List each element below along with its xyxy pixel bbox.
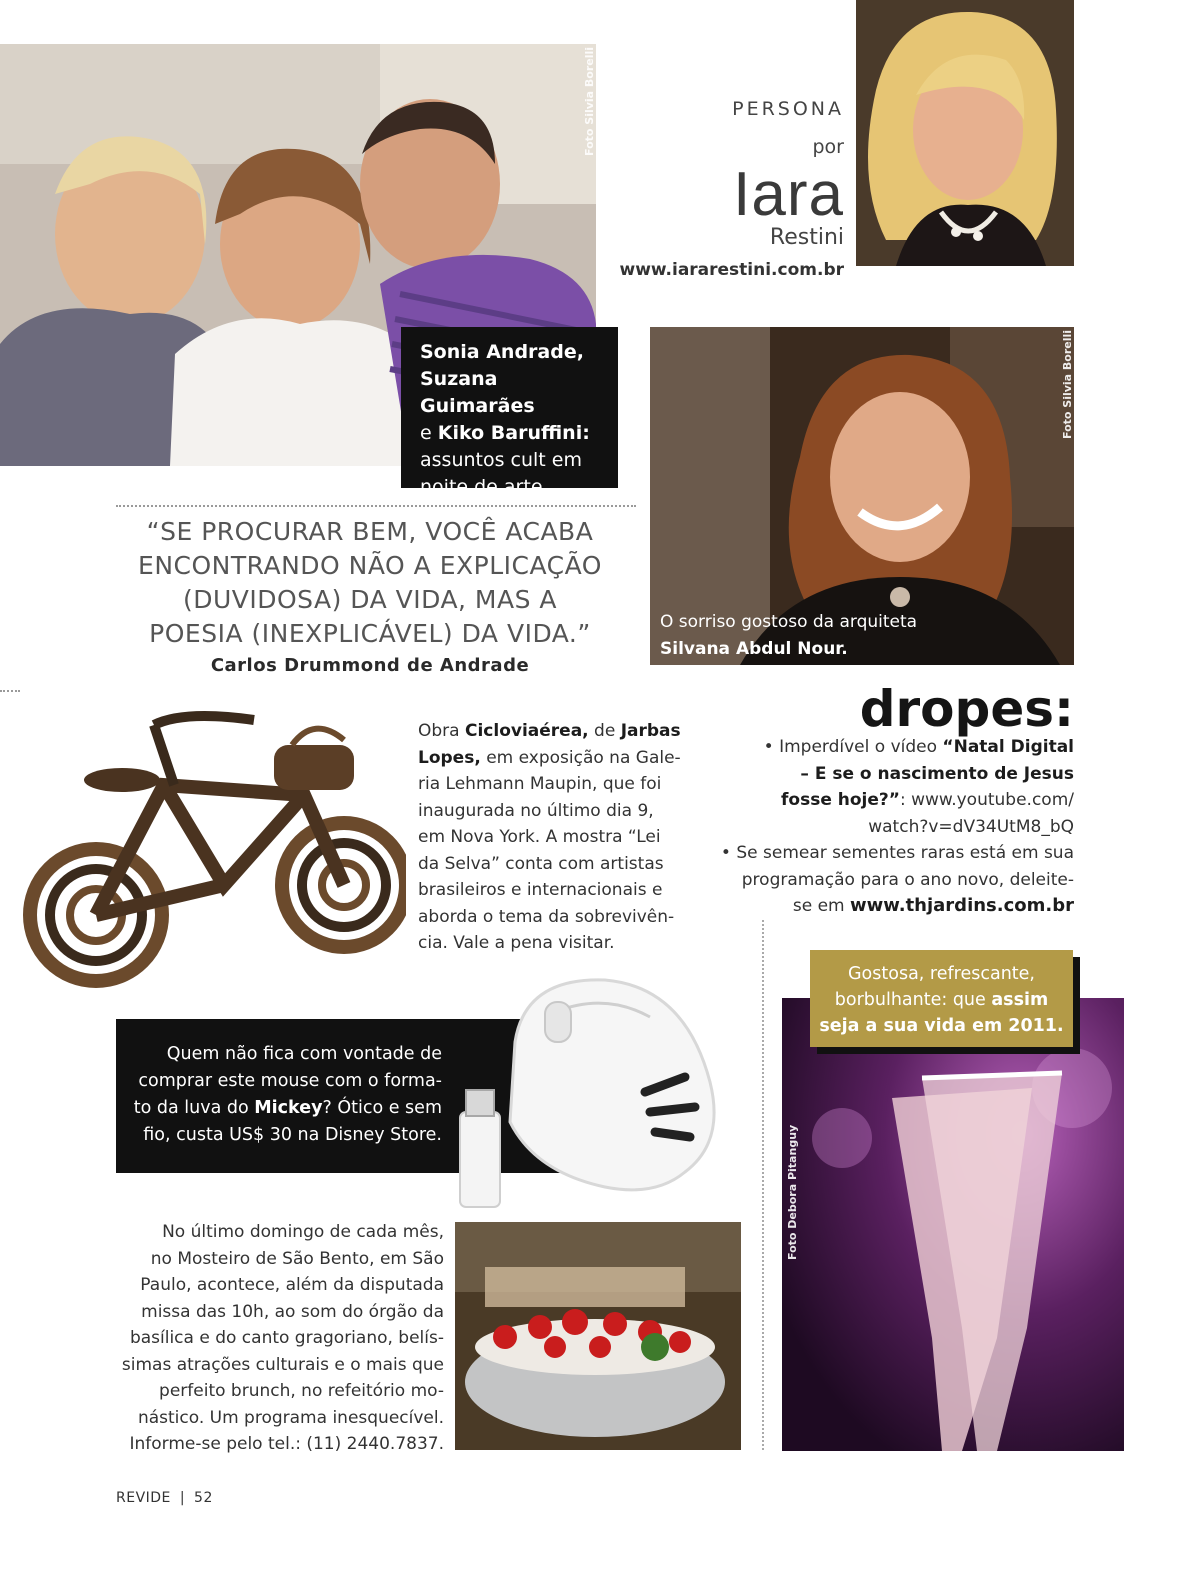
group-photo-caption: [401, 327, 618, 498]
dropes-title: dropes:: [859, 680, 1074, 738]
mickey-mouse-product: [455, 972, 725, 1212]
footer-separator: |: [179, 1490, 186, 1506]
dropes-item-2: [714, 840, 1074, 920]
champagne-caption: [810, 950, 1073, 1047]
text: Imperdível o vídeo: [779, 737, 943, 757]
text: borbulhante: que: [834, 990, 992, 1010]
champagne-illustration: [782, 998, 1124, 1451]
silvana-caption-line: O sorriso gostoso da arquiteta: [660, 612, 918, 632]
silvana-caption-name: Silvana Abdul Nour.: [660, 639, 848, 659]
silvana-photo: [650, 327, 1074, 665]
magazine-name: REVIDE: [116, 1490, 171, 1506]
photo-credit: Foto Silvia Borelli: [1061, 329, 1074, 439]
author-portrait: [856, 0, 1074, 266]
dropes-list: [714, 734, 1074, 920]
video-title: “Natal Digital: [942, 737, 1074, 757]
dotted-divider: [0, 690, 20, 692]
caption-name-1: Sonia Andrade,: [420, 341, 584, 363]
quote-line: “SE PROCURAR BEM, VOCÊ ACABA: [146, 517, 594, 546]
brunch-line: missa das 10h, ao som do órgão da: [141, 1301, 444, 1322]
dotted-divider: [116, 505, 636, 507]
photo-credit: Foto Debora Pitanguy: [786, 1124, 799, 1260]
text: ? Ótico e sem: [322, 1098, 442, 1118]
champagne-line-bold: seja a sua vida em 2011.: [819, 1016, 1064, 1036]
artist-name: Jarbas: [620, 721, 681, 741]
champagne-line: Gostosa, refrescante,: [848, 964, 1035, 984]
quote-author: Carlos Drummond de Andrade: [210, 655, 530, 676]
author-first-name: Iara: [733, 160, 844, 229]
text: de: [588, 721, 621, 741]
page-footer: [116, 1490, 213, 1506]
text: se em: [792, 896, 850, 916]
column-header: [600, 92, 844, 286]
artist-name: Lopes,: [418, 747, 481, 768]
brunch-line: Paulo, acontece, além da disputada: [140, 1275, 444, 1295]
video-link[interactable]: : www.youtube.com/: [899, 790, 1074, 810]
text-bold: assim: [991, 990, 1049, 1010]
bike-line-2: [418, 745, 698, 772]
brunch-text: [110, 1219, 444, 1458]
quote-block: [110, 515, 630, 681]
brunch-photo: [455, 1222, 741, 1450]
bike-line: aborda o tema da sobrevivên-: [418, 906, 675, 927]
quote-line: ENCONTRANDO NÃO A EXPLICAÇÃO: [138, 551, 602, 580]
bike-illustration: [14, 695, 406, 995]
brunch-line: nástico. Um programa inesquecível.: [137, 1407, 444, 1428]
bike-line: brasileiros e internacionais e: [418, 880, 663, 900]
brunch-line: no Mosteiro de São Bento, em São: [150, 1248, 444, 1269]
bike-line: da Selva” conta com artistas: [418, 853, 664, 874]
text: em exposição na Gale-: [480, 747, 681, 768]
text: to da luva do: [133, 1098, 255, 1118]
caption-and: e: [420, 422, 432, 444]
section-label: PERSONA: [732, 98, 844, 120]
author-website[interactable]: www.iararestini.com.br: [619, 260, 844, 280]
bullet: •: [720, 843, 731, 863]
bullet: •: [763, 737, 774, 757]
mouse-line: comprar este mouse com o forma-: [138, 1071, 442, 1091]
bike-line: inaugurada no último dia 9,: [418, 800, 654, 821]
bike-line: cia. Vale a pena visitar.: [418, 933, 615, 953]
caption-text-2: noite de arte.: [420, 476, 549, 498]
caption-text-1: assuntos cult em: [420, 449, 582, 471]
mouse-line: Quem não fica com vontade de: [166, 1044, 442, 1064]
mouse-illustration: [455, 972, 725, 1212]
champagne-photo: [782, 998, 1124, 1451]
silvana-caption: [660, 609, 917, 663]
brunch-line: basílica e do canto gragoriano, belís-: [129, 1328, 444, 1348]
bike-line-1: [418, 718, 698, 745]
by-label: por: [812, 136, 844, 158]
quote-line: (DUVIDOSA) DA VIDA, MAS A: [182, 585, 558, 614]
bike-text: [418, 718, 698, 957]
author-portrait-illustration: [856, 0, 1074, 266]
bike-image: [14, 695, 406, 995]
brunch-line: Informe-se pelo tel.: (11) 2440.7837.: [129, 1434, 444, 1454]
page-number: 52: [194, 1490, 213, 1506]
mouse-line: fio, custa US$ 30 na Disney Store.: [143, 1125, 442, 1145]
brunch-illustration: [455, 1222, 741, 1450]
video-link[interactable]: watch?v=dV34UtM8_bQ: [868, 816, 1074, 837]
brunch-line: No último domingo de cada mês,: [162, 1222, 444, 1242]
video-title: fosse hoje?”: [781, 790, 900, 810]
text: Se semear sementes raras está em sua: [736, 843, 1074, 863]
brunch-line: perfeito brunch, no refeitório mo-: [159, 1381, 444, 1401]
caption-name-2: Suzana Guimarães: [420, 368, 535, 417]
video-title: – E se o nascimento de Jesus: [800, 763, 1074, 784]
site-link[interactable]: www.thjardins.com.br: [850, 895, 1074, 916]
text: programação para o ano novo, deleite-: [741, 869, 1074, 890]
quote-line: POESIA (INEXPLICÁVEL) DA VIDA.”: [149, 619, 591, 648]
bike-line: em Nova York. A mostra “Lei: [418, 827, 661, 847]
brunch-line: simas atrações culturais e o mais que: [121, 1354, 444, 1375]
text-bold: Mickey: [254, 1098, 323, 1118]
caption-name-3: Kiko Baruffini:: [437, 422, 590, 444]
author-last-name: Restini: [769, 225, 844, 250]
dropes-item-1: [714, 734, 1074, 840]
photo-credit: Foto Silvia Borelli: [583, 46, 596, 156]
artwork-name: Cicloviaérea,: [464, 721, 589, 741]
text: Obra: [418, 721, 465, 741]
bike-line: ria Lehmann Maupin, que foi: [418, 774, 662, 794]
dotted-divider-vertical: [762, 920, 764, 1450]
